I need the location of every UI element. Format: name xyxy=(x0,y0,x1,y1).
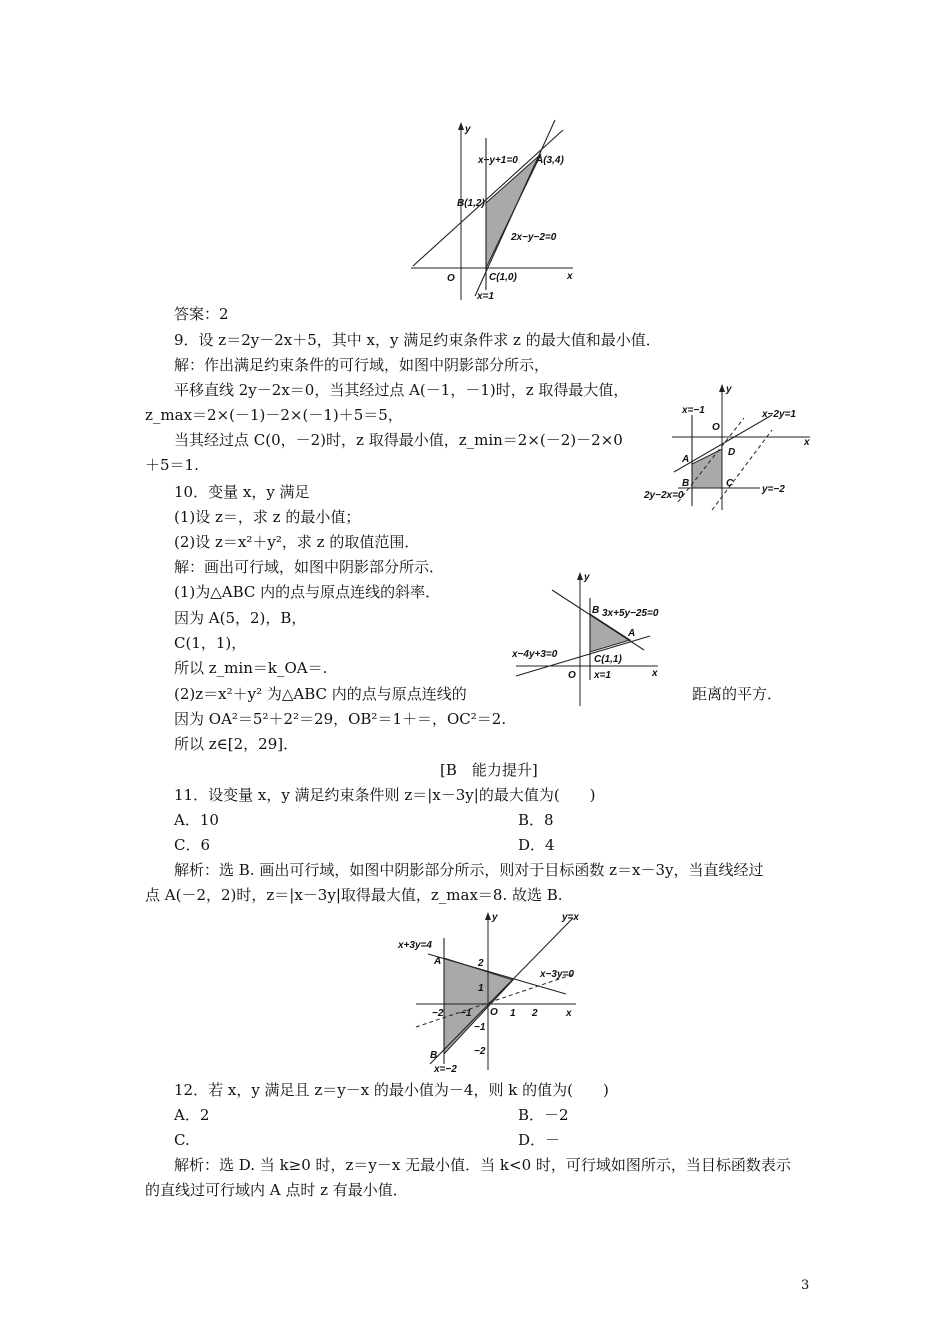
q9-solution-line-4: 当其经过点 C(0，－2)时，z 取得最小值，z_min＝2×(－2)－2×0 xyxy=(174,431,623,449)
q12-analysis-line-2: 的直线过可行域内 A 点时 z 有最小值． xyxy=(145,1181,408,1199)
section-heading-b: [B 能力提升] xyxy=(440,761,538,779)
q10-solution-line-7: 因为 OA²＝5²＋2²＝29，OB²＝1＋＝，OC²＝2. xyxy=(174,710,507,728)
tick-y-1: 1 xyxy=(478,983,484,994)
label-y: y xyxy=(465,124,471,135)
label-point-b: B xyxy=(430,1050,438,1061)
figure-q10-feasible-region xyxy=(512,568,662,708)
q12-option-b: B．－2 xyxy=(518,1106,569,1124)
q10-part-1: (1)设 z＝，求 z 的最小值； xyxy=(174,508,361,526)
label-point-c: C xyxy=(726,478,734,489)
label-line-1: x−y+1=0 xyxy=(478,155,518,166)
label-x-4y-3: x−4y+3=0 xyxy=(512,649,558,660)
q11-analysis-line-1: 解析：选 B. 画出可行域，如图中阴影部分所示，则对于目标函数 z＝x－3y，当直线经过 xyxy=(174,861,764,879)
q10-solution-line-2: (1)为△ABC 内的点与原点连线的斜率． xyxy=(174,583,441,601)
q9-stem: 9．设 z＝2y－2x＋5，其中 x，y 满足约束条件求 z 的最大值和最小值． xyxy=(174,331,661,349)
q11-option-d: D．4 xyxy=(518,836,555,854)
label-x: x xyxy=(567,271,573,282)
label-origin: O xyxy=(712,422,720,433)
q12-analysis-line-1: 解析：选 D. 当 k≥0 时，z＝y－x 无最小值．当 k<0 时，可行域如图所示，当目标函数表示 xyxy=(174,1156,791,1174)
label-x: x xyxy=(566,1008,572,1019)
tick-x-2: 2 xyxy=(532,1008,538,1019)
figure-q11-feasible-region xyxy=(368,908,586,1073)
q10-solution-line-1: 解：画出可行域，如图中阴影部分所示． xyxy=(174,558,445,576)
label-x-plus-3y-4: x+3y=4 xyxy=(398,940,432,951)
tick-x-minus-1: −1 xyxy=(460,1008,472,1019)
q9-solution-line-2: 平移直线 2y－2x＝0，当其经过点 A(－1，－1)时，z 取得最大值， xyxy=(174,381,629,399)
q11-option-c: C．6 xyxy=(174,836,211,854)
q12-option-d: D．－ xyxy=(518,1131,561,1149)
tick-y-minus-2: −2 xyxy=(474,1046,486,1057)
q10-solution-line-6b: 距离的平方． xyxy=(692,685,783,703)
answer-line: 答案：2 xyxy=(174,305,229,323)
label-line-2: 2x−y−2=0 xyxy=(511,232,557,243)
label-y-eq-minus-2: y=−2 xyxy=(762,484,785,495)
q9-solution-line-3: z_max＝2×(－1)－2×(－1)＋5＝5， xyxy=(145,406,403,424)
label-y: y xyxy=(492,912,498,923)
label-point-a: A xyxy=(628,628,636,639)
q11-option-b: B．8 xyxy=(518,811,554,829)
label-3x-5y-25: 3x+5y−25=0 xyxy=(602,608,659,619)
label-point-b: B(1,2) xyxy=(457,198,485,209)
label-point-c: C(1,1) xyxy=(594,654,622,665)
shaded-region xyxy=(692,449,722,488)
q10-solution-line-6a: (2)z＝x²＋y² 为△ABC 内的点与原点连线的 xyxy=(174,685,467,703)
tick-x-minus-2: −2 xyxy=(432,1008,444,1019)
label-point-a: A xyxy=(682,454,690,465)
q10-solution-line-5: 所以 z_min＝k_OA＝. xyxy=(174,659,328,677)
figure-top-feasible-region xyxy=(405,118,585,303)
q10-stem: 10．变量 x，y 满足 xyxy=(174,483,310,501)
label-x-eq-minus-2: x=−2 xyxy=(434,1064,457,1073)
q12-option-a: A．2 xyxy=(174,1106,210,1124)
label-point-b: B xyxy=(682,478,690,489)
shaded-region xyxy=(590,614,630,652)
label-x: x xyxy=(652,668,658,679)
label-x-minus-2y-1: x−2y=1 xyxy=(762,409,796,420)
label-x-eq-minus-1: x=−1 xyxy=(682,405,705,416)
figure-q9-feasible-region xyxy=(642,380,817,515)
label-x-minus-3y: x−3y=0 xyxy=(540,969,574,980)
tick-x-1: 1 xyxy=(510,1008,516,1019)
label-2y-minus-2x: 2y−2x=0 xyxy=(644,490,684,501)
label-point-a: A(3,4) xyxy=(536,155,564,166)
label-x-eq-1: x=1 xyxy=(594,670,611,681)
q10-solution-line-8: 所以 z∈[2，29]． xyxy=(174,735,299,753)
q12-stem: 12．若 x，y 满足且 z＝y－x 的最小值为－4，则 k 的值为( ) xyxy=(174,1081,609,1099)
q9-solution-line-1: 解：作出满足约束条件的可行域，如图中阴影部分所示， xyxy=(174,356,550,374)
q10-part-2: (2)设 z＝x²＋y²，求 z 的取值范围． xyxy=(174,533,420,551)
q12-option-c: C. xyxy=(174,1131,190,1149)
label-x: x xyxy=(804,437,810,448)
q10-solution-line-4: C(1，1)， xyxy=(174,634,247,652)
label-point-d: D xyxy=(728,447,736,458)
tick-y-minus-1: −1 xyxy=(474,1022,486,1033)
label-origin: O xyxy=(568,670,576,681)
q9-solution-line-5: ＋5＝1. xyxy=(145,456,199,474)
label-point-a: A xyxy=(434,956,442,967)
tick-y-2: 2 xyxy=(478,958,484,969)
label-origin: O xyxy=(447,273,455,284)
label-x-eq-1: x=1 xyxy=(477,291,494,302)
q11-option-a: A．10 xyxy=(174,811,219,829)
label-point-b: B xyxy=(592,605,600,616)
q10-solution-line-3: 因为 A(5，2)，B， xyxy=(174,609,307,627)
q11-analysis-line-2: 点 A(－2，2)时，z＝|x－3y|取得最大值，z_max＝8. 故选 B. xyxy=(145,886,563,904)
q11-stem: 11．设变量 x，y 满足约束条件则 z＝|x－3y|的最大值为( ) xyxy=(174,786,596,804)
label-y: y xyxy=(726,384,732,395)
label-point-c: C(1,0) xyxy=(489,272,517,283)
label-origin: O xyxy=(490,1007,498,1018)
label-y-eq-x: y=x xyxy=(562,912,579,923)
label-y: y xyxy=(584,572,590,583)
page-number: 3 xyxy=(801,1278,810,1293)
